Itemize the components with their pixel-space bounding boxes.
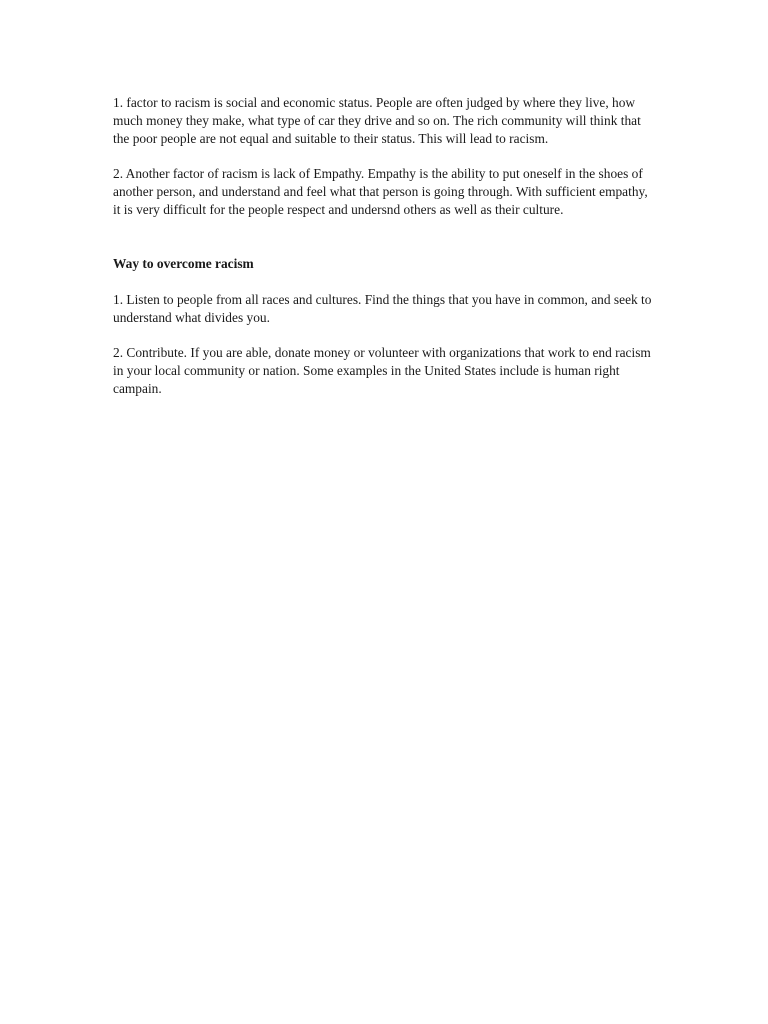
document-body (113, 94, 658, 398)
section-heading: Way to overcome racism (113, 256, 254, 271)
paragraph-listen-to-people: 1. Listen to people from all races and cultures. Find the things that you have in common, and seek to understand what divides you. (113, 292, 652, 325)
paragraph-lack-of-empathy: 2. Another factor of racism is lack of Empathy. Empathy is the ability to put oneself in the shoes of another person, and understand and feel what that person is going through. With sufficient empathy, it is very difficult for the people respect and undersnd others as well as their culture. (113, 166, 648, 217)
paragraph-contribute: 2. Contribute. If you are able, donate money or volunteer with organizations that work to end racism in your local community or nation. Some examples in the United States include is human right campain. (113, 345, 651, 396)
paragraph-social-economic-status: 1. factor to racism is social and economic status. People are often judged by where they live, how much money they make, what type of car they drive and so on. The rich community will think that the poor people are not equal and suitable to their status. This will lead to racism. (113, 95, 641, 146)
